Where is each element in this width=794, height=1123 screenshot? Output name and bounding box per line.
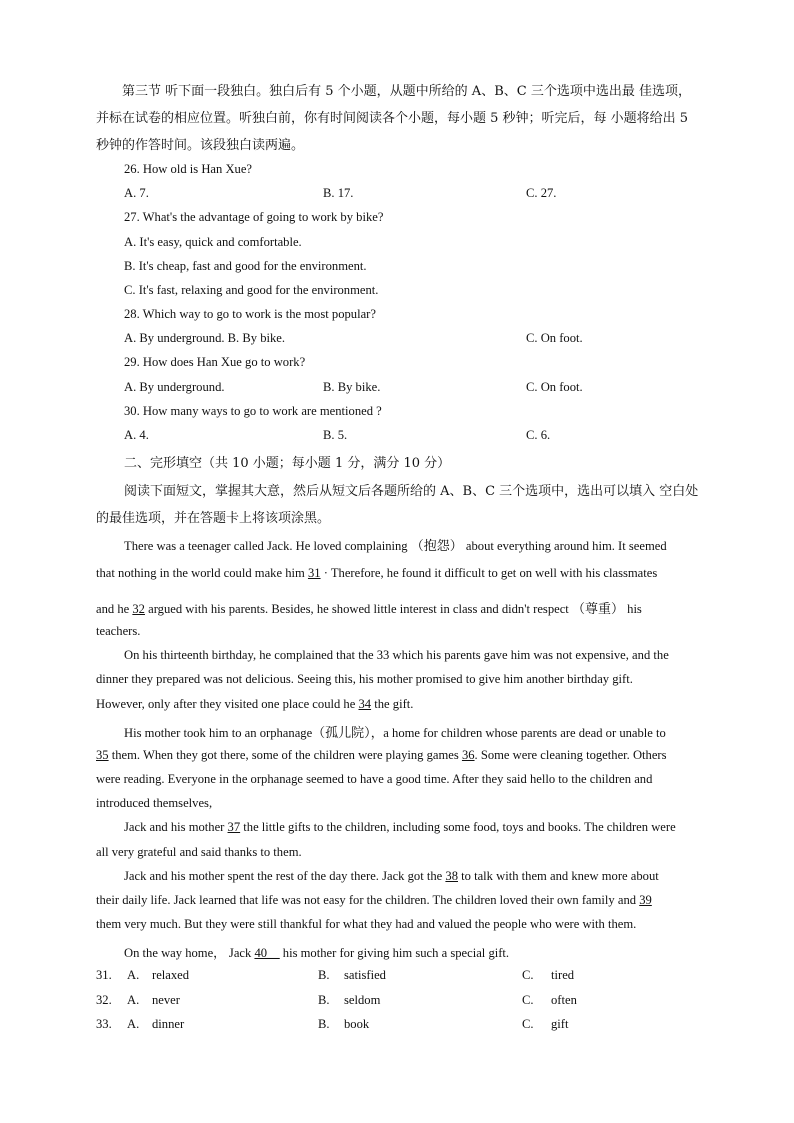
text-run: his xyxy=(627,602,642,616)
question-30-option-b: B. 5. xyxy=(323,428,348,442)
question-28-option-c: C. On foot. xyxy=(526,331,583,345)
chinese-gloss: （孤儿院） xyxy=(312,726,371,741)
option-letter: A. xyxy=(127,1017,140,1031)
cloze-instruction-line1: 阅读下面短文，掌握其大意，然后从短文后各题所给的 A、B、C 三个选项中，选出可以填入 空白处 xyxy=(124,484,699,499)
text-run: and he xyxy=(96,602,130,616)
text-run: There was a teenager called Jack. He loved complaining xyxy=(124,539,408,553)
passage-p3-line3: were reading. Everyone in the orphanage seemed to have a good time. After they said hello to the children and xyxy=(96,772,653,786)
option-letter: A. xyxy=(127,968,140,982)
option-row-33 xyxy=(96,1017,696,1035)
text-run: that nothing in the world could make him xyxy=(96,566,305,580)
passage-p5-line2 xyxy=(96,893,652,908)
option-letter: C. xyxy=(522,968,534,982)
option-letter: A. xyxy=(127,993,140,1007)
question-30-option-c: C. 6. xyxy=(526,428,551,442)
question-26-stem: 26. How old is Han Xue? xyxy=(124,162,253,176)
option-a-text: relaxed xyxy=(152,968,190,982)
cloze-heading: 二、完形填空（共 10 小题；每小题 1 分，满分 10 分） xyxy=(124,456,451,471)
text-run: Jack and his mother xyxy=(124,820,228,834)
chinese-gloss: （抱怨） xyxy=(410,539,463,554)
passage-p5-line1 xyxy=(124,869,659,884)
option-a-text: never xyxy=(152,993,180,1007)
option-c-text: often xyxy=(551,993,577,1007)
blank-32: 32 xyxy=(132,602,145,616)
text-run: However, only after they visited one place could he xyxy=(96,697,356,711)
blank-38: 38 xyxy=(445,869,458,883)
option-a-text: dinner xyxy=(152,1017,185,1031)
section3-instruction-line3: 秒钟的作答时间。该段独白读两遍。 xyxy=(96,138,305,153)
passage-p1-line3 xyxy=(96,598,642,617)
question-27-stem: 27. What's the advantage of going to work by bike? xyxy=(124,210,384,224)
option-b-text: seldom xyxy=(344,993,381,1007)
option-letter: B. xyxy=(318,968,330,982)
question-27-option-c: C. It's fast, relaxing and good for the environment. xyxy=(124,283,379,297)
question-26-option-a: A. 7. xyxy=(124,186,149,200)
blank-37: 37 xyxy=(227,820,241,834)
section3-instruction-line2: 并标在试卷的相应位置。听独白前，你有时间阅读各个小题，每小题 5 秒钟；听完后，每 小题将给出 5 xyxy=(96,111,689,126)
passage-p2-line1: On his thirteenth birthday, he complained that the 33 which his parents gave him was not expensive, and the xyxy=(124,648,669,662)
option-b-text: satisfied xyxy=(344,968,386,982)
question-26-option-b: B. 17. xyxy=(323,186,354,200)
question-30-stem: 30. How many ways to go to work are mentioned ? xyxy=(124,404,382,418)
option-letter: C. xyxy=(522,1017,534,1031)
question-number: 33. xyxy=(96,1017,112,1031)
passage-p3-line1 xyxy=(124,722,666,741)
question-29-stem: 29. How does Han Xue go to work? xyxy=(124,355,306,369)
question-29-option-a: A. By underground. xyxy=(124,380,225,394)
option-letter: C. xyxy=(522,993,534,1007)
text-run: His mother took him to an orphanage xyxy=(124,726,313,740)
text-run: · Therefore, he found it difficult to get on well with his classmates xyxy=(323,566,658,580)
question-number: 31. xyxy=(96,968,112,982)
text-run: their daily life. Jack learned that life was not easy for the children. The children loved their own family and xyxy=(96,893,640,907)
passage-p2-line3 xyxy=(96,697,413,712)
passage-p1-line4: teachers. xyxy=(96,624,141,638)
passage-p5-line3: them very much. But they were still thankful for what they had and valued the people who were with them. xyxy=(96,917,637,931)
question-28-options-ab: A. By underground. B. By bike. xyxy=(124,331,286,345)
text-run: the gift. xyxy=(374,697,414,711)
question-26-option-c: C. 27. xyxy=(526,186,557,200)
text-run: Jack and his mother spent the rest of the day there. Jack got the xyxy=(124,869,446,883)
blank-31: 31 xyxy=(307,566,321,580)
option-c-text: tired xyxy=(551,968,575,982)
question-28-stem: 28. Which way to go to work is the most popular? xyxy=(124,307,376,321)
option-letter: B. xyxy=(318,1017,330,1031)
blank-34: 34 xyxy=(358,697,372,711)
passage-p3-line4: introduced themselves, xyxy=(96,796,213,810)
blank-39: 39 xyxy=(639,893,652,907)
blank-36: 36 xyxy=(461,748,475,762)
passage-p6-line1 xyxy=(124,942,509,961)
passage-p2-line2: dinner they prepared was not delicious. Seeing this, his mother promised to give him another birthday gift. xyxy=(96,672,633,686)
question-29-option-c: C. On foot. xyxy=(526,380,583,394)
text-run: about everything around him. It seemed xyxy=(465,539,667,553)
option-row-32 xyxy=(96,993,696,1011)
passage-p1-line2 xyxy=(96,566,657,581)
text-run: . Some were cleaning together. Others xyxy=(474,748,667,762)
blank-40: 40__ xyxy=(254,946,280,960)
passage-p4-line2: all very grateful and said thanks to them. xyxy=(96,845,302,859)
text-run: ，a home for children whose parents are dead or unable to xyxy=(370,726,666,740)
section3-instruction-line1: 第三节 听下面一段独白。独白后有 5 个小题，从题中所给的 A、B、C 三个选项中选出最 佳选项， xyxy=(122,84,691,99)
text-run: to talk with them and knew more about xyxy=(458,869,659,883)
question-27-option-b: B. It's cheap, fast and good for the environment. xyxy=(124,259,367,273)
question-29-option-b: B. By bike. xyxy=(323,380,381,394)
question-30-option-a: A. 4. xyxy=(124,428,149,442)
passage-p1-line1 xyxy=(124,535,667,554)
option-c-text: gift xyxy=(551,1017,569,1031)
chinese-gloss: （尊重） xyxy=(571,602,624,617)
passage-p3-line2 xyxy=(96,748,667,763)
text-run: his mother for giving him such a special gift. xyxy=(279,946,510,960)
cloze-instruction-line2: 的最佳选项，并在答题卡上将该项涂黑。 xyxy=(96,511,331,526)
option-row-31 xyxy=(96,968,696,986)
passage-p4-line1 xyxy=(124,820,676,835)
question-number: 32. xyxy=(96,993,112,1007)
text-run: argued with his parents. Besides, he showed little interest in class and didn't respect xyxy=(148,602,569,616)
text-run: On the way home， Jack xyxy=(124,946,255,960)
text-run: the little gifts to the children, including some food, toys and books. The children were xyxy=(240,820,676,834)
text-run: them. When they got there, some of the children were playing games xyxy=(108,748,462,762)
option-letter: B. xyxy=(318,993,330,1007)
blank-35: 35 xyxy=(96,748,109,762)
option-b-text: book xyxy=(344,1017,370,1031)
question-27-option-a: A. It's easy, quick and comfortable. xyxy=(124,235,302,249)
